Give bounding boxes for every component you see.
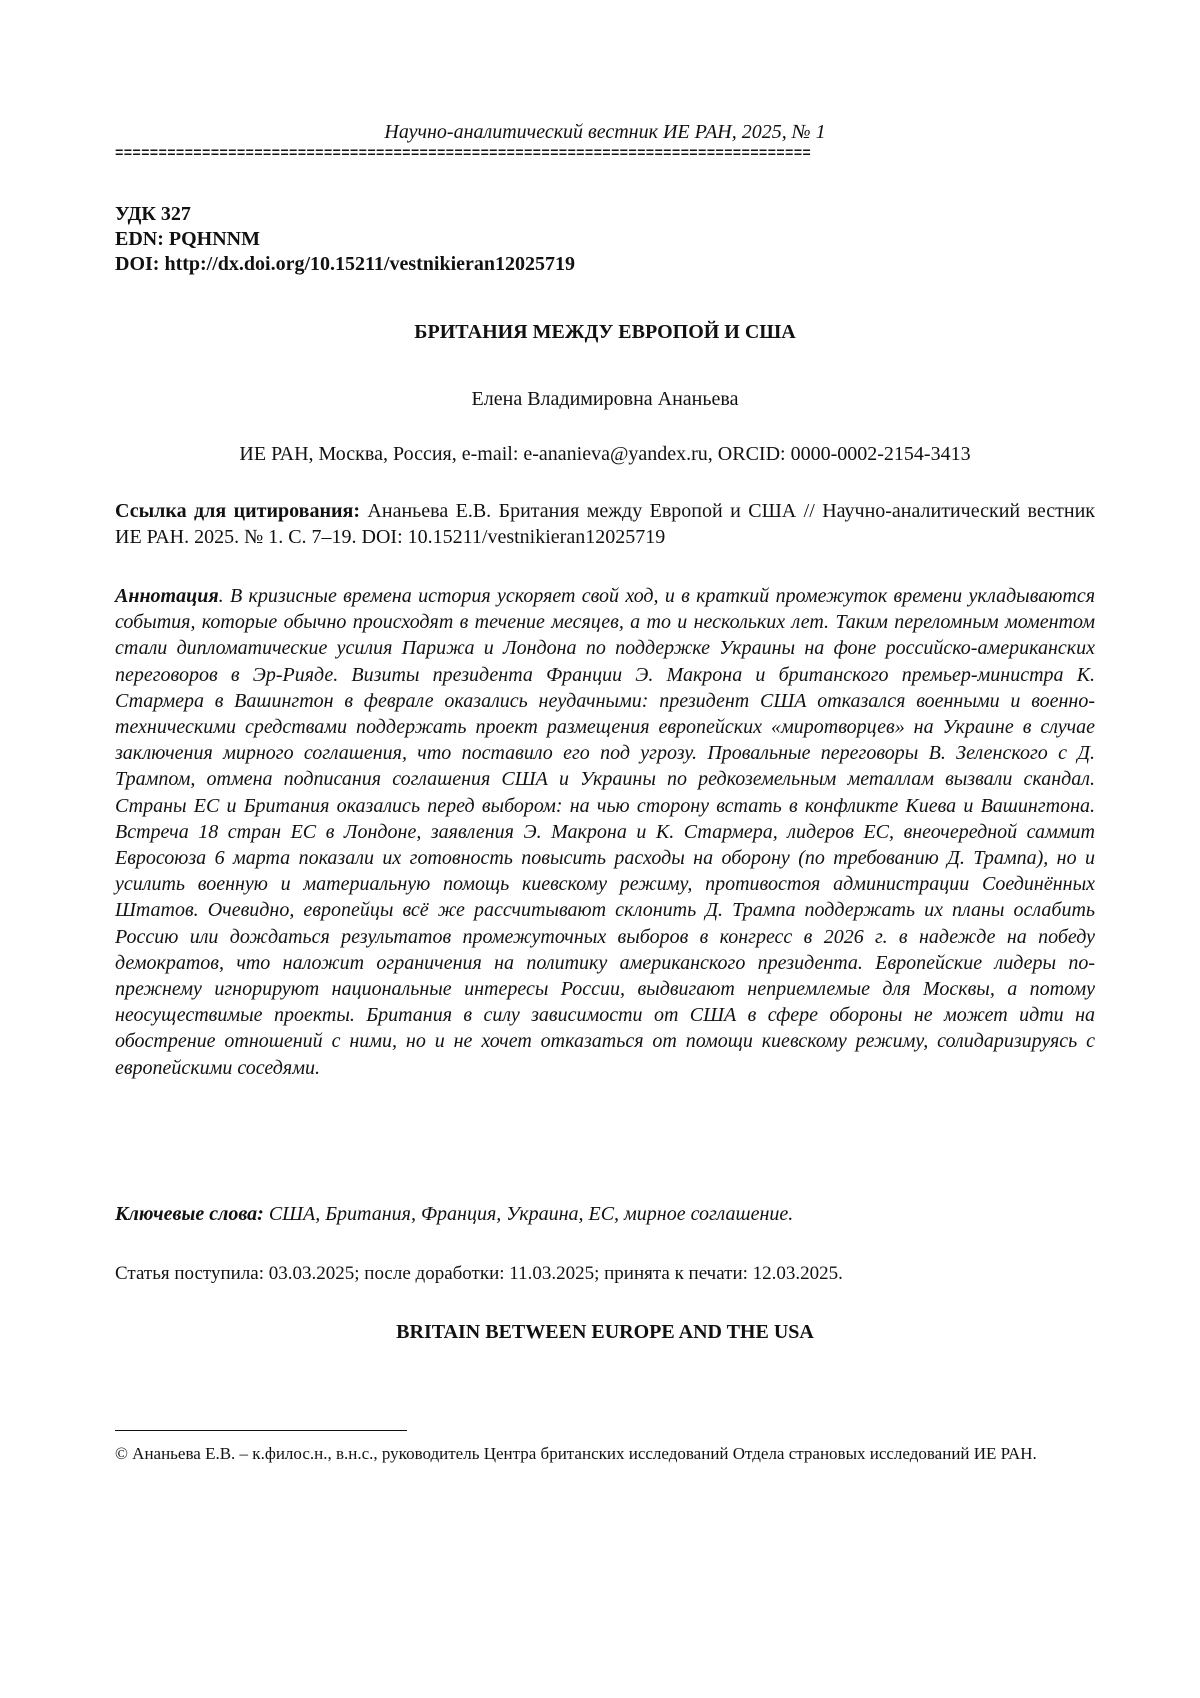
article-page — [115, 0, 1095, 1698]
abstract-label: Аннотация — [115, 585, 219, 607]
article-history: Статья поступила: 03.03.2025; после доработки: 11.03.2025; принята к печати: 12.03.2025. — [115, 1263, 843, 1284]
header-separator: ================================================================================ — [115, 148, 812, 160]
citation-text: Ананьева Е.В. Британия между Европой и США // Научно-аналитический вестник ИЕ РАН. 2025. № 1. С. 7–19. DOI: 10.15211/vestnikieran12025719 — [115, 500, 1095, 548]
author-affiliation: ИЕ РАН, Москва, Россия, e-mail: e-ananieva@yandex.ru, ORCID: 0000-0002-2154-3413 — [239, 443, 971, 465]
author-footnote: © Ананьева Е.В. – к.филос.н., в.н.с., руководитель Центра британских исследований Отдела страновых исследований ИЕ РАН. — [115, 1444, 1037, 1463]
doi-link[interactable]: DOI: http://dx.doi.org/10.15211/vestnikieran12025719 — [115, 253, 576, 275]
citation-label: Ссылка для цитирования: — [115, 500, 360, 522]
abstract-block — [115, 583, 1095, 1081]
article-title-en: BRITAIN BETWEEN EUROPE AND THE USA — [396, 1321, 814, 1343]
keywords-block — [115, 1201, 1095, 1227]
footnote-divider — [115, 1430, 407, 1431]
keywords-label: Ключевые слова: — [115, 1203, 264, 1225]
udc-code: УДК 327 — [115, 203, 191, 225]
keywords-text: США, Британия, Франция, Украина, ЕС, мирное соглашение. — [263, 1203, 794, 1225]
edn-code: EDN: PQHNNM — [115, 228, 260, 250]
citation-block — [115, 498, 1095, 550]
article-title-ru: БРИТАНИЯ МЕЖДУ ЕВРОПОЙ И США — [414, 321, 796, 343]
abstract-text: . В кризисные времена история ускоряет свой ход, и в краткий промежуток времени укладываются события, которые обычно происходят в течение месяцев, а то и нескольких лет. Таким переломным моментом стали дипломатические усилия Парижа и Лондона по поддержке Украины на фоне российско-американских переговоров в Эр-Рияде. Визиты президента Франции Э. Макрона и британского премьер-министра К. Стармера в Вашингтон в феврале оказались неудачными: президент США отказался военными и военно-техническими средствами поддержать проект размещения европейских «миротворцев» на Украине в случае заключения мирного соглашения, что поставило его под угрозу. Провальные переговоры В. Зеленского с Д. Трампом, отмена подписания соглашения США и Украины по редкоземельным металлам вызвали скандал. Страны ЕС и Британия оказались перед выбором: на чью сторону встать в конфликте Киева и Вашингтона. Встреча 18 стран ЕС в Лондоне, заявления Э. Макрона и К. Стармера, лидеров ЕС, внеочередной саммит Евросоюза 6 марта показали их готовность повысить расходы на оборону (по требованию Д. Трампа), но и усилить военную и материальную помощь киевскому режиму, противостоя администрации Соединённых Штатов. Очевидно, европейцы всё же рассчитывают склонить Д. Трампа поддержать их планы ослабить Россию или дождаться результатов промежуточных выборов в конгресс в 2026 г. в надежде на победу демократов, что наложит ограничения на политику американского президента. Европейские лидеры по-прежнему игнорируют национальные интересы России, выдвигают неприемлемые для Москвы, а потому неосуществимые проекты. Британия в силу зависимости от США в сфере обороны не может идти на обострение отношений с ними, но и не хочет отказаться от помощи киевскому режиму, солидаризируясь с европейскими соседями. — [115, 585, 1095, 1079]
author-name: Елена Владимировна Ананьева — [471, 388, 739, 410]
running-head: Научно-аналитический вестник ИЕ РАН, 2025, № 1 — [384, 121, 826, 143]
article-identifiers — [115, 202, 575, 277]
